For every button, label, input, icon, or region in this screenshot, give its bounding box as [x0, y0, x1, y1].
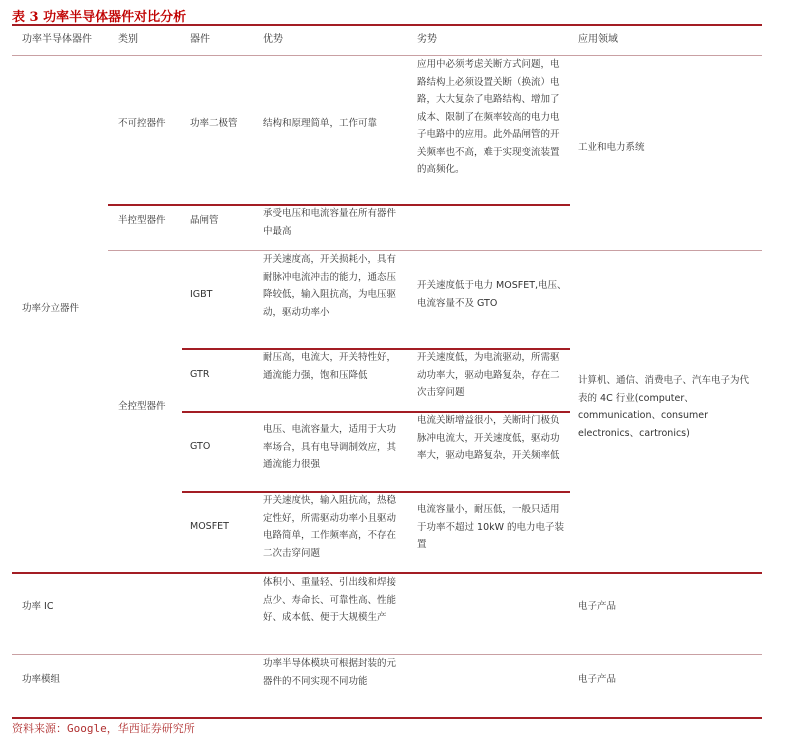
cell-diode: 功率二极管 [190, 118, 238, 129]
cell-mosfet-disadvantage: 电流容量小，耐压低，一般只适用于功率不超过 10kW 的电力电子装置 [417, 504, 565, 550]
cell-full: 全控型器件 [118, 401, 166, 412]
cell-gtr-advantage: 耐压高，电流大，开关特性好，通流能力强，饱和压降低 [263, 352, 397, 381]
cell-gtr-disadvantage: 开关速度低，为电流驱动，所需驱动功率大，驱动电路复杂，存在二次击穿问题 [417, 352, 560, 398]
header-device: 器件 [190, 34, 210, 45]
cell-mosfet: MOSFET [190, 521, 229, 532]
cell-app-computer: 计算机、通信、消费电子、汽车电子为代表的 4C 行业(computer、communication、consumer electronics、cartronics) [578, 375, 750, 439]
cell-gto: GTO [190, 441, 211, 452]
cell-module-application: 电子产品 [578, 674, 617, 685]
cell-module-advantage: 功率半导体模块可根据封装的元器件的不同实现不同功能 [263, 658, 397, 687]
table-title: 表 3 功率半导体器件对比分析 [12, 10, 187, 25]
cell-thyristor-advantage: 承受电压和电流容量在所有器件中最高 [263, 208, 397, 237]
cell-ic-application: 电子产品 [578, 601, 617, 612]
cell-igbt: IGBT [190, 289, 213, 300]
cell-mosfet-advantage: 开关速度快，输入阻抗高，热稳定性好，所需驱动功率小且驱动电路简单，工作频率高，不存在二次击穿问题 [263, 495, 397, 559]
cell-discrete: 功率分立器件 [22, 303, 80, 314]
cell-module: 功率模组 [22, 674, 61, 685]
cell-gtr: GTR [190, 369, 210, 380]
source-note: 资料来源：Google，华西证券研究所 [12, 722, 195, 735]
cell-igbt-advantage: 开关速度高，开关损耗小，具有耐脉冲电流冲击的能力，通态压降较低，输入阻抗高，为电压驱动，驱动功率小 [263, 254, 397, 318]
cell-diode-advantage: 结构和原理简单，工作可靠 [263, 118, 378, 129]
cell-ic-advantage: 体积小、重量轻、引出线和焊接点少、寿命长、可靠性高、性能好、成本低、便于大规模生产 [263, 577, 397, 623]
cell-thyristor: 晶闸管 [190, 215, 219, 226]
bottom-rule [12, 717, 762, 719]
cell-diode-disadvantage: 应用中必须考虑关断方式问题，电路结构上必须设置关断（换流）电路，大大复杂了电路结构、增加了成本、限制了在频率较高的电力电子电路中的应用。此外晶闸管的开关频率也不高，难于实现变流装置的高频化。 [417, 59, 560, 175]
header-disadvantage: 劣势 [417, 34, 437, 45]
row-rule [108, 250, 762, 251]
header-application: 应用领域 [578, 34, 618, 45]
cell-ic: 功率 IC [22, 601, 54, 612]
top-rule [12, 24, 762, 26]
header-device-family: 功率半导体器件 [22, 34, 92, 45]
cell-app-industry: 工业和电力系统 [578, 142, 645, 153]
header-advantage: 优势 [263, 34, 283, 45]
header-rule [12, 55, 762, 56]
cell-semi: 半控型器件 [118, 215, 166, 226]
cell-gto-advantage: 电压、电流容量大，适用于大功率场合，具有电导调制效应，其通流能力很强 [263, 424, 397, 470]
cell-uncontrolled: 不可控器件 [118, 118, 166, 129]
cell-igbt-disadvantage: 开关速度低于电力 MOSFET,电压、电流容量不及 GTO [417, 280, 567, 309]
cell-gto-disadvantage: 电流关断增益很小，关断时门极负脉冲电流大，开关速度低，驱动功率大，驱动电路复杂，开关频率低 [417, 415, 560, 461]
header-category: 类别 [118, 34, 138, 45]
